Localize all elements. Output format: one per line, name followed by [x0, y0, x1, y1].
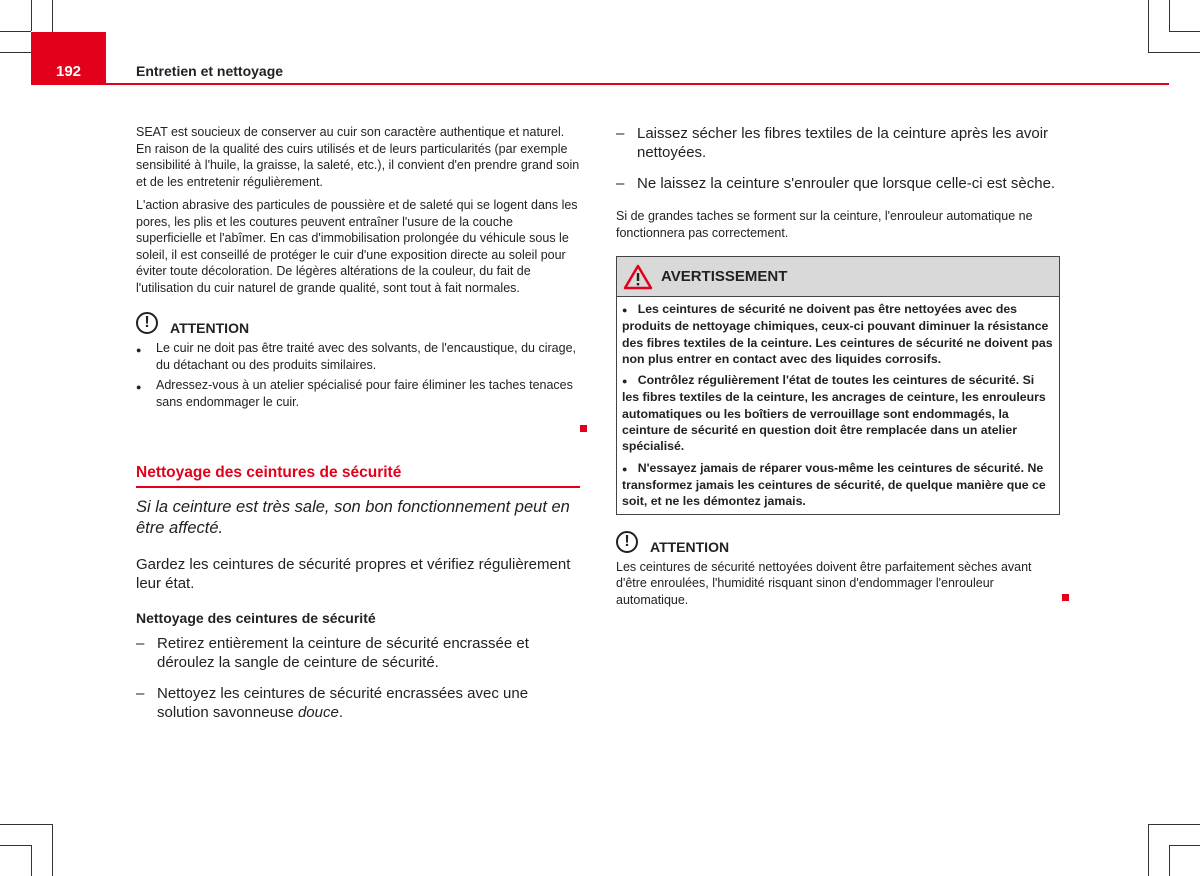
section-end-mark	[1062, 594, 1069, 601]
crop-mark	[52, 824, 53, 876]
crop-mark	[31, 0, 32, 31]
dash-icon: –	[616, 125, 625, 142]
leather-paragraph-2: L'action abrasive des particules de poussière et de saleté qui se logent dans les pores, les plis et les coutures peuvent entraîner l'usure de la couche superficielle et l'abîmer. En cas d'immobilisation prolongée du véhicule sous le soleil, il est conseillé de protéger le cuir d'une exposition directe au soleil pour éviter toute décoloration. De légères altérations de la couleur, du fait de l'utilisation du cuir naturel de grande qualité, sont tout à fait normales.	[136, 198, 578, 295]
section-end-mark	[580, 425, 587, 432]
section-intro: Si la ceinture est très sale, son bon fonctionnement peut en être affecté.	[136, 498, 570, 537]
dash-icon: –	[136, 685, 145, 702]
right-column	[616, 124, 1060, 608]
attention-item-text: Adressez-vous à un atelier spécialisé pour faire éliminer les taches tenaces sans endommager le cuir.	[156, 378, 573, 409]
instruction-step-text: Laissez sécher les fibres textiles de la ceinture après les avoir nettoyées.	[637, 125, 1049, 161]
crop-mark	[1148, 52, 1200, 53]
warning-item	[622, 301, 1053, 367]
warning-box	[616, 256, 1060, 515]
belt-paragraph: Gardez les ceintures de sécurité propres et vérifiez régulièrement leur état.	[136, 556, 571, 592]
bullet-icon: ●	[622, 463, 628, 474]
instruction-step-text: Ne laissez la ceinture s'enrouler que lorsque celle-ci est sèche.	[637, 175, 1056, 192]
crop-mark	[1169, 0, 1170, 31]
attention-text: Les ceintures de sécurité nettoyées doivent être parfaitement sèches avant d'être enroulées, l'humidité risquant sinon d'endommager l'enrouleur automatique.	[616, 559, 1032, 607]
attention-title: ATTENTION	[650, 538, 730, 555]
crop-mark	[1148, 824, 1149, 876]
bullet-icon: ●	[622, 305, 628, 315]
attention-notice-belt	[616, 529, 1060, 609]
instruction-step	[136, 684, 580, 722]
bullet-icon: ●	[136, 345, 142, 355]
crop-mark	[1148, 0, 1149, 52]
section-heading: Nettoyage des ceintures de sécurité	[136, 464, 580, 488]
crop-mark	[0, 31, 31, 32]
header-rule	[106, 83, 1169, 85]
warning-title: AVERTISSEMENT	[661, 268, 788, 285]
crop-mark	[31, 845, 32, 876]
exclamation-icon: !	[616, 531, 638, 553]
instruction-step	[136, 634, 580, 672]
crop-mark	[0, 845, 31, 846]
warning-item-text: Les ceintures de sécurité ne doivent pas être nettoyées avec des produits de nettoyage chimiques, ceux-ci pouvant diminuer la résistance des fibres textiles de la ceinture. Les ceintures de sécurité ne doivent pas non plus entrer en contact avec des liquides corrosifs.	[622, 302, 1053, 366]
retractor-paragraph: Si de grandes taches se forment sur la ceinture, l'enrouleur automatique ne fonctionnera pas correctement.	[616, 209, 1033, 240]
warning-item-text: N'essayez jamais de réparer vous-même les ceintures de sécurité. Ne transformez jamais les ceintures de sécurité, de quelque manière que ce soit, et ne les démontez jamais.	[622, 460, 1046, 509]
left-column	[136, 124, 580, 722]
attention-item	[136, 377, 580, 410]
dash-icon: –	[136, 635, 145, 652]
exclamation-icon: !	[136, 312, 158, 334]
attention-title: ATTENTION	[170, 320, 250, 336]
warning-header	[617, 257, 1059, 297]
instruction-step-text: Retirez entièrement la ceinture de sécurité encrassée et déroulez la sangle de ceinture de sécurité.	[157, 635, 529, 671]
attention-item	[136, 340, 580, 373]
instruction-step	[616, 174, 1060, 193]
warning-item	[622, 372, 1053, 454]
leather-paragraph-1: SEAT est soucieux de conserver au cuir son caractère authentique et naturel. En raison de la qualité des cuirs utilisés et de leurs particularités (par exemple sensibilité à l'huile, la graisse, la saleté, etc.), il convient d'en prendre grand soin et de les entretenir régulièrement.	[136, 125, 580, 189]
warning-item	[622, 460, 1053, 510]
crop-mark	[1169, 845, 1170, 876]
crop-mark	[1169, 31, 1200, 32]
crop-mark	[0, 824, 52, 825]
dash-icon: –	[616, 175, 625, 192]
crop-mark	[1148, 824, 1200, 825]
warning-body	[617, 297, 1059, 514]
warning-triangle-icon	[623, 264, 653, 290]
chapter-title: Entretien et nettoyage	[136, 63, 284, 79]
attention-notice-leather	[136, 310, 580, 410]
instruction-step-text: Nettoyez les ceintures de sécurité encrassées avec une solution savonneuse	[157, 685, 529, 721]
attention-item-text: Le cuir ne doit pas être traité avec des solvants, de l'encaustique, du cirage, du détachant ou des produits similaires.	[156, 341, 576, 372]
attention-header	[616, 529, 1060, 555]
bullet-icon: ●	[622, 376, 628, 387]
instruction-step	[616, 124, 1060, 162]
sub-heading: Nettoyage des ceintures de sécurité	[136, 610, 376, 626]
bullet-icon: ●	[136, 382, 142, 392]
warning-item-text: Contrôlez régulièrement l'état de toutes les ceintures de sécurité. Si les fibres textiles de la ceinture, les ancrages de ceinture, les enrouleurs automatiques ou les boîtiers de verrouillage sont endommagés, la ceinture de sécurité en question doit être remplacée dans un atelier spécialisé.	[622, 373, 1046, 454]
attention-header	[136, 310, 580, 336]
crop-mark	[1169, 845, 1200, 846]
page-number: 192	[31, 32, 106, 85]
punctuation: .	[338, 704, 343, 721]
emphasis-text: douce	[297, 704, 339, 721]
